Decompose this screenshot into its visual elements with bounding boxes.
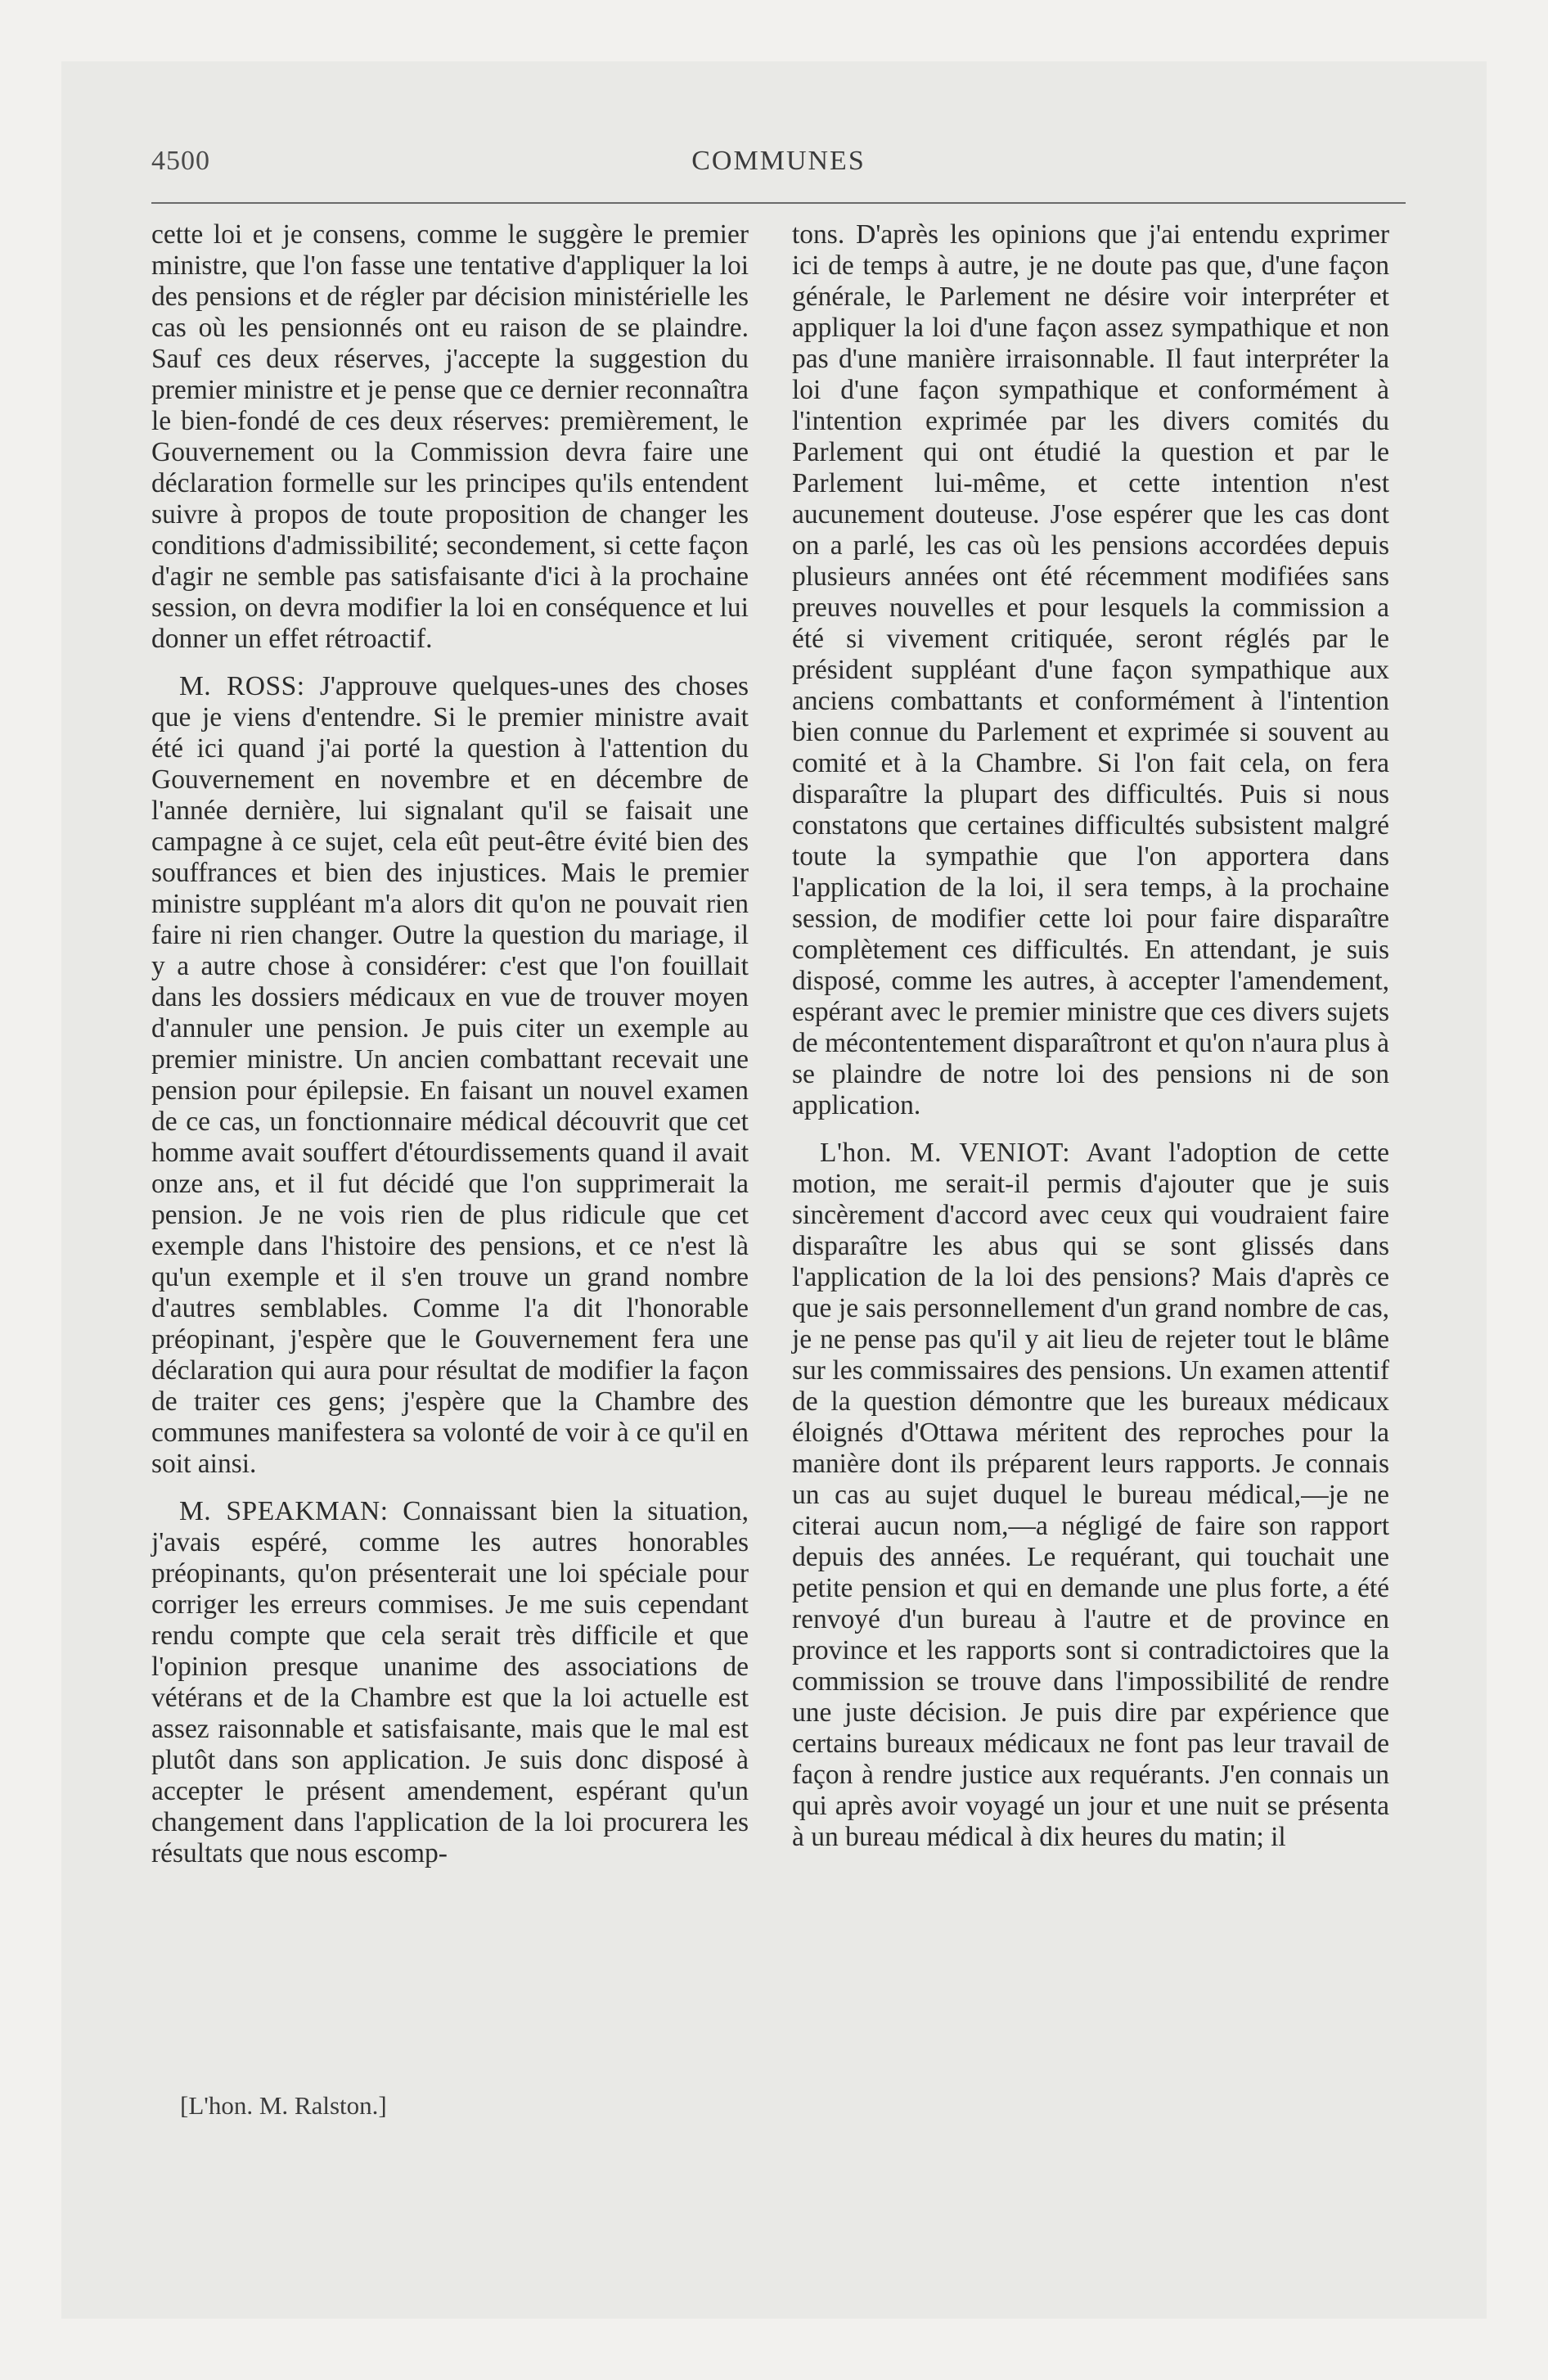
paragraph-veniot [792, 1138, 1389, 1853]
left-column [151, 219, 749, 1869]
right-column [792, 219, 1389, 1853]
speaker-name: L'hon. M. VENIOT: [820, 1138, 1071, 1168]
paragraph: cette loi et je consens, comme le suggère le premier ministre, que l'on fasse une tentative d'appliquer la loi des pensions et de régler par décision ministérielle les cas où les pensionnés ont eu raison de se plaindre. Sauf ces deux réserves, j'accepte la suggestion du premier ministre et je pense que ce dernier reconnaîtra le bien-fondé de ces deux réserves: premièrement, le Gouvernement ou la Commission devra faire une déclaration formelle sur les principes qu'ils entendent suivre à propos de toute proposition de changer les conditions d'admissibilité; secondement, si cette façon d'agir ne semble pas satisfaisante d'ici à la prochaine session, on devra modifier la loi en conséquence et lui donner un effet rétroactif. [151, 219, 749, 654]
attribution-footer: [L'hon. M. Ralston.] [180, 2091, 387, 2120]
speaker-name: M. SPEAKMAN: [179, 1496, 389, 1526]
paragraph-speakman [151, 1496, 749, 1869]
running-title: COMMUNES [691, 146, 866, 176]
page-header [151, 137, 1406, 183]
header-rule [151, 202, 1406, 204]
page-number: 4500 [151, 146, 210, 176]
speaker-name: M. ROSS: [179, 671, 305, 701]
speech-text: J'approuve quelques-unes des choses que je viens d'entendre. Si le premier ministre avait été ici quand j'ai porté la question à l'attention du Gouvernement en novembre et en décembre de l'année dernière, lui signalant qu'il se faisait une campagne à ce sujet, cela eût peut-être évité bien des souffrances et bien des injustices. Mais le premier ministre suppléant m'a alors dit qu'on ne pouvait rien faire ni rien changer. Outre la question du mariage, il y a autre chose à considérer: c'est que l'on fouillait dans les dossiers médicaux en vue de trouver moyen d'annuler une pension. Je puis citer un exemple au premier ministre. Un ancien combattant recevait une pension pour épilepsie. En faisant un nouvel examen de ce cas, un fonctionnaire médical découvrit que cet homme avait souffert d'étourdissements quand il avait onze ans, et il fut décidé que l'on supprimerait la pension. Je ne vois rien de plus ridicule que cet exemple dans l'histoire des pensions, et ce n'est là qu'un exemple et il s'en trouve un grand nombre d'autres semblables. Comme l'a dit l'honorable préopinant, j'espère que le Gouvernement fera une déclaration qui aura pour résultat de modifier la façon de traiter ces gens; j'espère que la Chambre des communes manifestera sa volonté de voir à ce qu'il en soit ainsi. [151, 671, 749, 1479]
speech-text: Avant l'adoption de cette motion, me serait-il permis d'ajouter que je suis sincèrement d'accord avec ceux qui voudraient faire disparaître les abus qui se sont glissés dans l'application de la loi des pensions? Mais d'après ce que je sais personnellement d'un grand nombre de cas, je ne pense pas qu'il y ait lieu de rejeter tout le blâme sur les commissaires des pensions. Un examen attentif de la question démontre que les bureaux médicaux éloignés d'Ottawa méritent des reproches pour la manière dont ils préparent leurs rapports. Je connais un cas au sujet duquel le bureau médical,—je ne citerai aucun nom,—a négligé de faire son rapport depuis des années. Le requérant, qui touchait une petite pension et qui en demande une plus forte, a été renvoyé d'un bureau à l'autre et de province en province et les rapports sont si contradictoires que la commission se trouve dans l'impossibilité de rendre une juste décision. Je puis dire par expérience que certains bureaux médicaux ne font pas leur travail de façon à rendre justice aux requérants. J'en connais un qui après avoir voyagé un jour et une nuit se présenta à un bureau médical à dix heures du matin; il [792, 1138, 1390, 1852]
paragraph: tons. D'après les opinions que j'ai entendu exprimer ici de temps à autre, je ne doute pas que, d'une façon générale, le Parlement ne désire voir interpréter et appliquer la loi d'une façon assez sympathique et non pas d'une manière irraisonnable. Il faut interpréter la loi d'une façon sympathique et conformément à l'intention exprimée par les divers comités du Parlement qui ont étudié la question et par le Parlement lui-même, et cette intention n'est aucunement douteuse. J'ose espérer que les cas dont on a parlé, les cas où les pensions accordées depuis plusieurs années ont été récemment modifiées sans preuves nouvelles et pour lesquels la commission a été si vivement critiquée, seront réglés par le président suppléant d'une façon sympathique aux anciens combattants et conformément à l'intention bien connue du Parlement et exprimée si souvent au comité et à la Chambre. Si l'on fait cela, on fera disparaître la plupart des difficultés. Puis si nous constatons que certaines difficultés subsistent malgré toute la sympathie que l'on apportera dans l'application de la loi, il sera temps, à la prochaine session, de modifier cette loi pour faire disparaître complètement ces difficultés. En attendant, je suis disposé, comme les autres, à accepter l'amendement, espérant avec le premier ministre que ces divers sujets de mécontentement disparaîtront et qu'on n'aura plus à se plaindre de notre loi des pensions ni de son application. [792, 219, 1389, 1120]
paragraph-ross [151, 671, 749, 1480]
speech-text: Connaissant bien la situation, j'avais espéré, comme les autres honorables préopinants, qu'on présenterait une loi spéciale pour corriger les erreurs commises. Je me suis cependant rendu compte que cela serait très difficile et que l'opinion presque unanime des associations de vétérans et de la Chambre est que la loi actuelle est assez raisonnable et satisfaisante, mais que le mal est plutôt dans son application. Je suis donc disposé à accepter le présent amendement, espérant qu'un changement dans l'application de la loi procurera les résultats que nous escomp- [151, 1496, 749, 1868]
